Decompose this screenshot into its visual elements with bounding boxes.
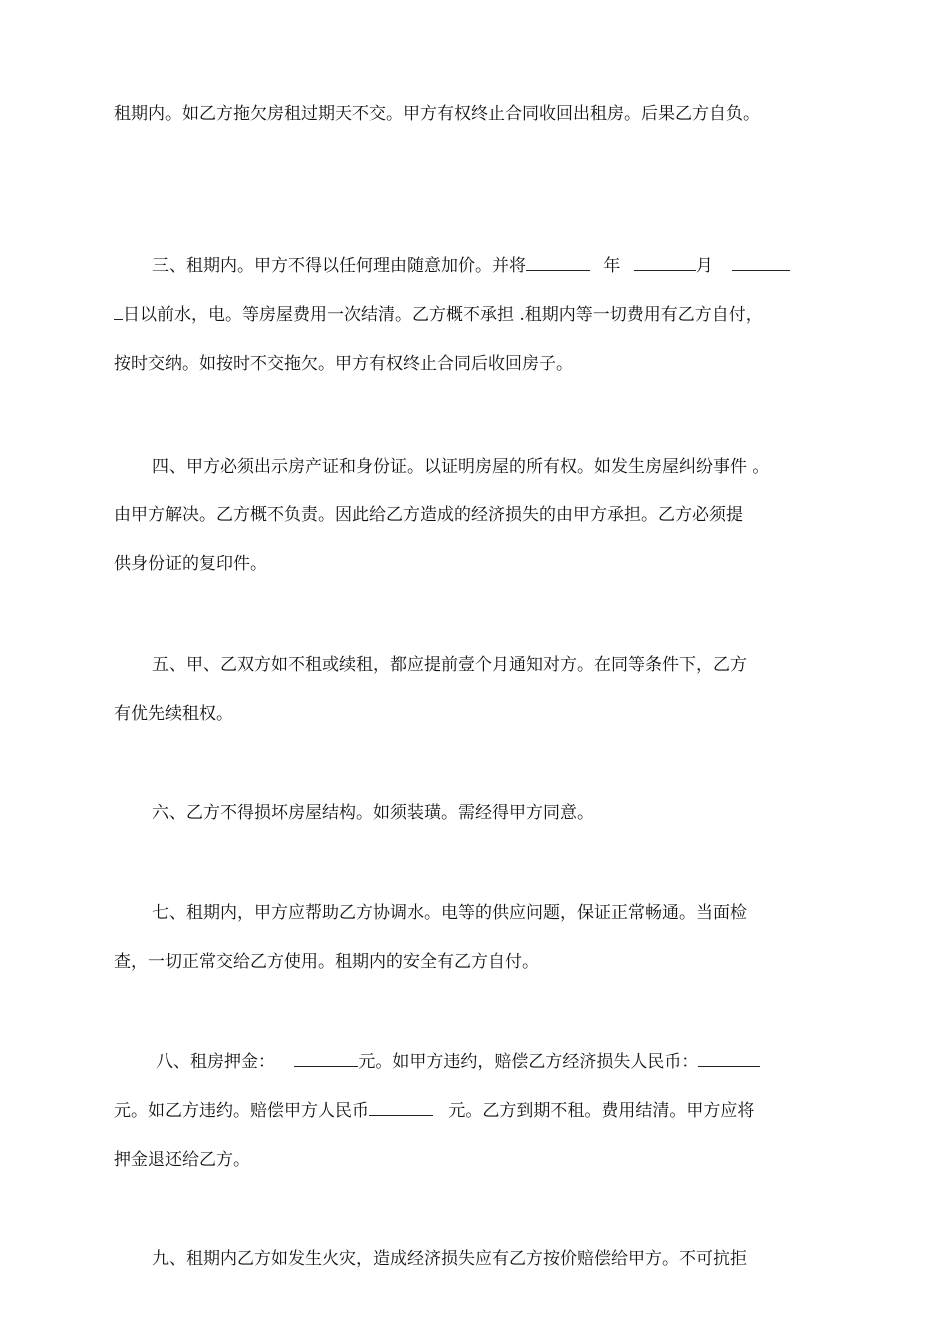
text: 押金退还给乙方。 — [114, 1150, 250, 1170]
clause-8-line-1 — [156, 1050, 838, 1074]
text: 元。乙方到期不租。费用结清。甲方应将 — [448, 1101, 755, 1121]
text: 月 — [695, 256, 713, 276]
blank-field[interactable] — [634, 254, 696, 271]
clause-8-line-3 — [114, 1148, 838, 1172]
text: 由甲方解决。乙方概不负责。因此给乙方造成的经济损失的由甲方承担。乙方必须提 — [114, 505, 743, 525]
text: 日以前水，电。等房屋费用一次结清。乙方概不承担 .租期内等一切费用有乙方自付， — [123, 305, 763, 325]
text: 六、乙方不得损坏房屋结构。如须装璜。需经得甲方同意。 — [152, 803, 594, 823]
clause-4-line-2 — [114, 503, 838, 527]
text: 三、租期内。甲方不得以任何理由随意加价。并将 — [152, 256, 526, 276]
blank-field[interactable] — [698, 1050, 760, 1067]
text: 九、租期内乙方如发生火灾，造成经济损失应有乙方按价赔偿给甲方。不可抗拒 — [152, 1249, 747, 1269]
text: 租期内。如乙方拖欠房租过期天不交。甲方有权终止合同收回出租房。后果乙方自负。 — [114, 104, 760, 124]
clause-4-line-3 — [114, 552, 838, 576]
text: 元。如甲方违约，赔偿乙方经济损失人民币： — [358, 1052, 699, 1072]
text: 按时交纳。如按时不交拖欠。甲方有权终止合同后收回房子。 — [114, 354, 573, 374]
text: 七、租期内，甲方应帮助乙方协调水。电等的供应问题，保证正常畅通。当面检 — [152, 903, 747, 923]
clause-7-line-1 — [152, 901, 838, 925]
text: 八、租房押金： — [156, 1052, 275, 1072]
text: 四、甲方必须出示房产证和身份证。以证明房屋的所有权。如发生房屋纠纷事件 。 — [152, 457, 770, 477]
clause-3-line-2 — [114, 303, 838, 327]
clause-3-line-3 — [114, 352, 838, 376]
paragraph-line — [114, 102, 838, 126]
text: 元。如乙方违约。赔偿甲方人民币 — [114, 1101, 369, 1121]
text: 查，一切正常交给乙方使用。租期内的安全有乙方自付。 — [114, 952, 539, 972]
blank-field[interactable] — [369, 1099, 433, 1116]
clause-9-line-1 — [152, 1247, 838, 1271]
text: 供身份证的复印件。 — [114, 554, 267, 574]
text: 年 — [603, 256, 621, 276]
clause-7-line-2 — [114, 950, 838, 974]
text: 五、甲、乙双方如不租或续租，都应提前壹个月通知对方。在同等条件下，乙方 — [152, 655, 747, 675]
clause-3-line-1 — [152, 254, 838, 278]
blank-field[interactable] — [294, 1050, 358, 1067]
clause-4-line-1 — [152, 455, 838, 479]
text: 有优先续租权。 — [114, 704, 233, 724]
blank-field[interactable] — [732, 254, 790, 271]
clause-6-line-1 — [152, 801, 838, 825]
blank-field[interactable] — [114, 303, 123, 320]
clause-8-line-2 — [114, 1099, 838, 1123]
blank-field[interactable] — [526, 254, 590, 271]
clause-5-line-2 — [114, 702, 838, 726]
clause-5-line-1 — [152, 653, 838, 677]
